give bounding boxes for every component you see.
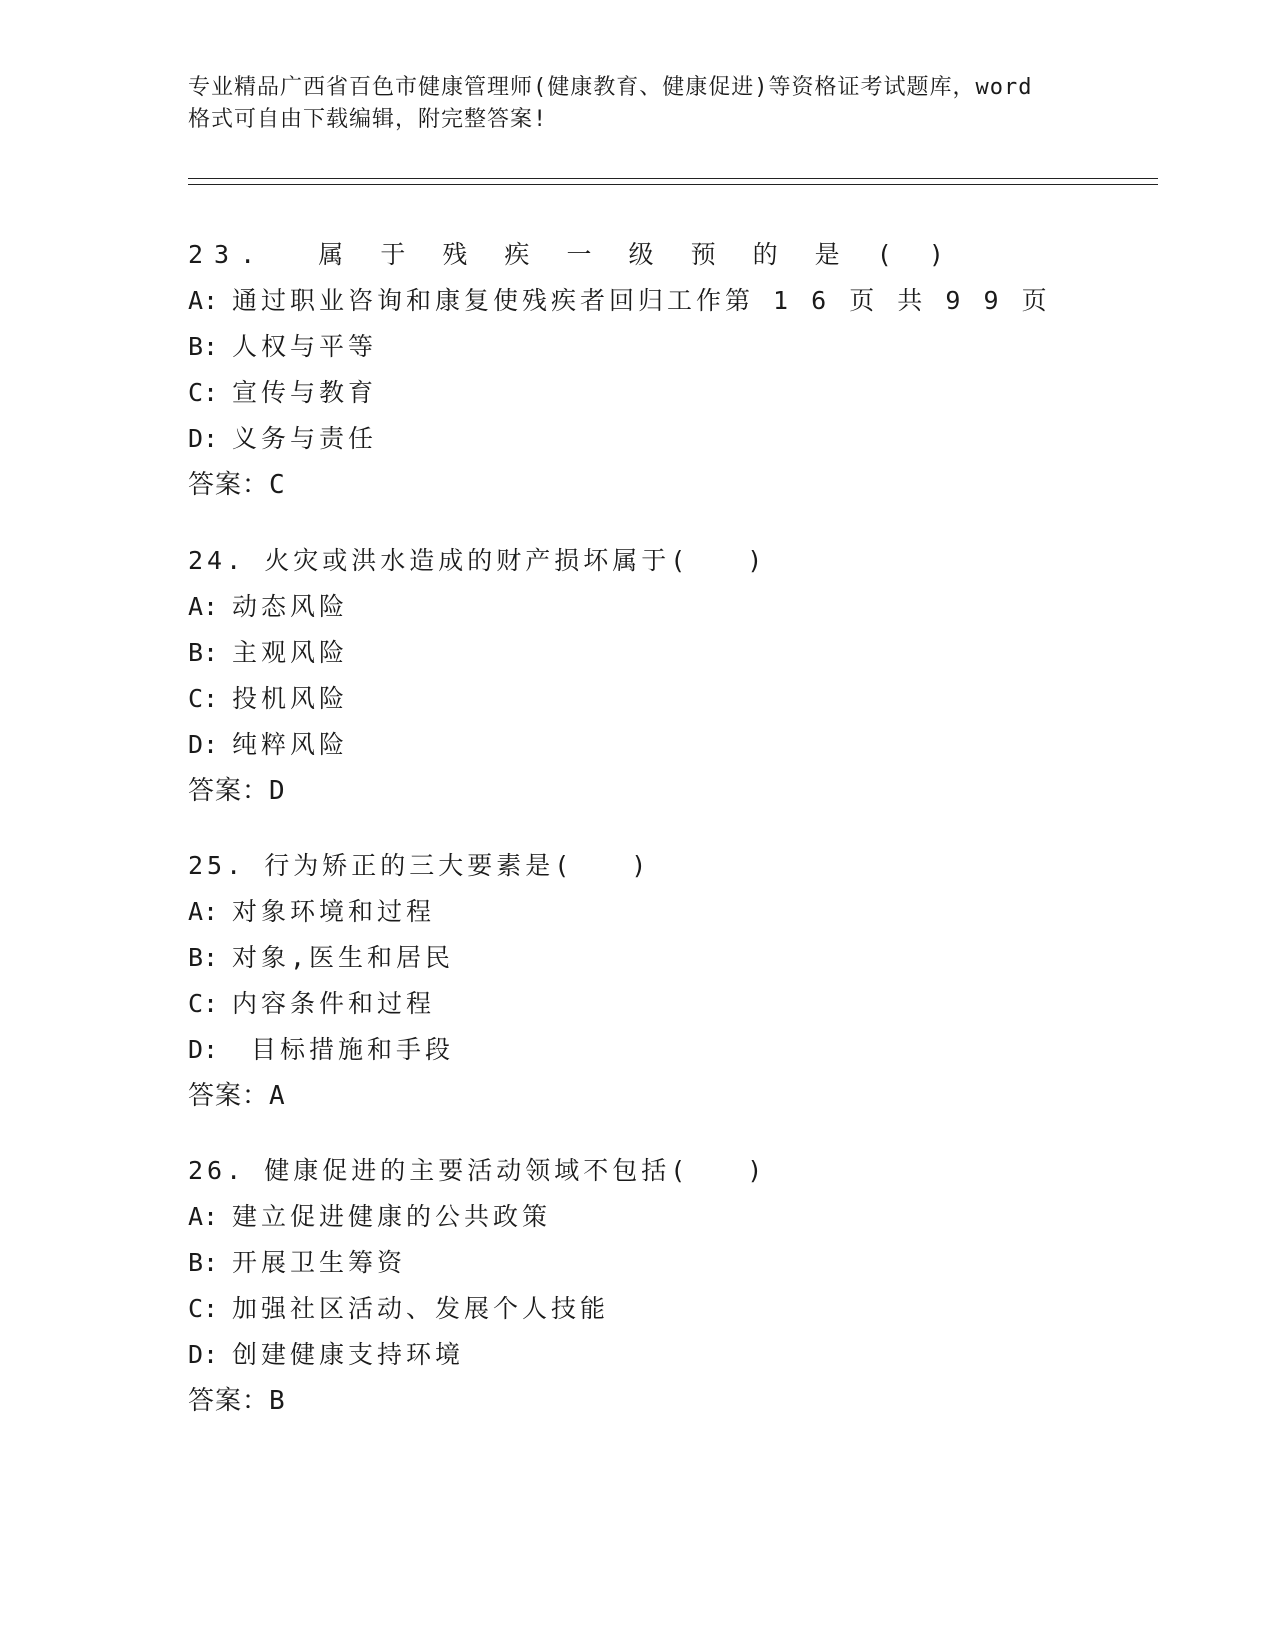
option-text: 目标措施和手段 [232,1035,455,1064]
header-line-2: 格式可自由下载编辑，附完整答案! [188,107,548,132]
option-b [188,935,1148,981]
option-label: D: [188,1035,219,1064]
option-d [188,1332,1148,1378]
question-23 [188,232,1148,508]
option-a [188,278,1148,324]
header-divider-top [188,178,1158,179]
option-label: C: [188,989,219,1018]
question-number: 23. [188,240,267,269]
question-stem [188,232,1148,278]
option-label: A: [188,897,219,926]
option-c [188,676,1148,722]
option-d [188,416,1148,462]
question-text: 健康促进的主要活动领域不包括( ) [264,1156,767,1185]
option-b [188,1240,1148,1286]
option-label: D: [188,1340,219,1369]
question-24 [188,538,1148,814]
question-26 [188,1148,1148,1424]
option-label: A: [188,592,219,621]
option-label: A: [188,286,219,315]
option-text: 动态风险 [232,592,349,621]
option-text: 人权与平等 [232,332,378,361]
option-text: 建立促进健康的公共政策 [232,1202,552,1231]
header-line-1: 专业精品广西省百色市健康管理师(健康教育、健康促进)等资格证考试题库，word [188,75,1033,100]
question-text: 行为矫正的三大要素是( ) [264,851,651,880]
option-d [188,722,1148,768]
option-text: 纯粹风险 [232,730,349,759]
option-c [188,981,1148,1027]
option-label: C: [188,684,219,713]
question-text: 属 于 残 疾 一 级 预 的 是 ( ) [318,240,955,269]
option-text: 通过职业咨询和康复使残疾者回归工作第 1 6 页 共 9 9 页 [232,286,1051,315]
option-label: B: [188,943,219,972]
answer-line [188,1073,1148,1119]
option-c [188,370,1148,416]
option-text: 主观风险 [232,638,349,667]
option-c [188,1286,1148,1332]
option-label: C: [188,1294,219,1323]
option-d [188,1027,1148,1073]
answer-line [188,1378,1148,1424]
answer-label: 答案： [188,1081,270,1111]
option-text: 义务与责任 [232,424,378,453]
option-text: 宣传与教育 [232,378,378,407]
option-b [188,324,1148,370]
option-text: 加强社区活动、发展个人技能 [232,1294,610,1323]
option-label: D: [188,730,219,759]
question-stem [188,538,1148,584]
question-number: 26. [188,1156,246,1185]
option-label: B: [188,1248,219,1277]
option-text: 创建健康支持环境 [232,1340,465,1369]
question-stem [188,1148,1148,1194]
option-text: 开展卫生筹资 [232,1248,407,1277]
question-stem [188,843,1148,889]
question-text: 火灾或洪水造成的财产损坏属于( ) [264,546,767,575]
option-a [188,1194,1148,1240]
option-label: D: [188,424,219,453]
answer-value: D [269,776,286,806]
answer-line [188,768,1148,814]
option-label: B: [188,332,219,361]
option-label: C: [188,378,219,407]
option-text: 对象环境和过程 [232,897,436,926]
option-a [188,889,1148,935]
answer-line [188,462,1148,508]
answer-value: C [269,470,286,500]
answer-label: 答案： [188,470,270,500]
option-text: 内容条件和过程 [232,989,436,1018]
option-a [188,584,1148,630]
answer-value: B [269,1386,286,1416]
header-divider-bottom [188,184,1158,185]
question-number: 25. [188,851,246,880]
answer-value: A [269,1081,286,1111]
option-b [188,630,1148,676]
option-label: B: [188,638,219,667]
option-text: 投机风险 [232,684,349,713]
document-header [188,72,1088,136]
question-25 [188,843,1148,1119]
answer-label: 答案： [188,776,270,806]
answer-label: 答案： [188,1386,270,1416]
option-label: A: [188,1202,219,1231]
question-number: 24. [188,546,246,575]
option-text: 对象,医生和居民 [232,943,455,972]
